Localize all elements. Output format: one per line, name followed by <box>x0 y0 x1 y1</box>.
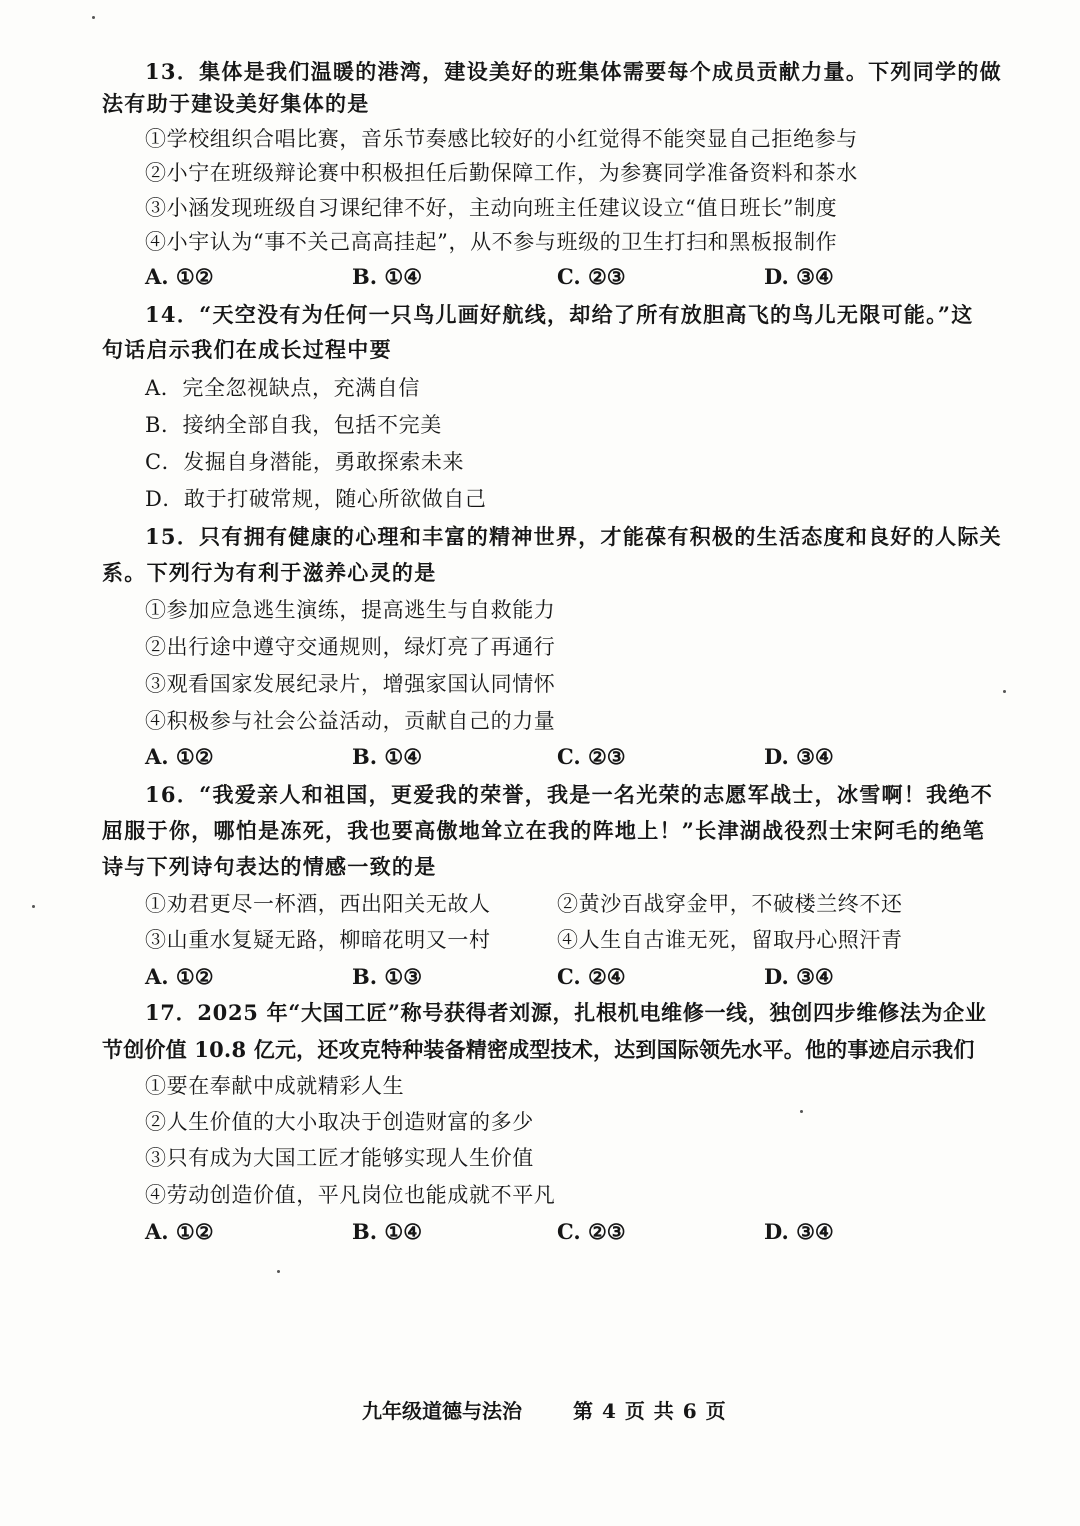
question-15-item-4: ④积极参与社会公益活动，贡献自己的力量 <box>145 709 556 733</box>
scan-speck <box>277 1270 280 1273</box>
question-15-item-2: ②出行途中遵守交通规则，绿灯亮了再通行 <box>145 635 556 659</box>
question-15-choice-c: C. ②③ <box>557 744 626 769</box>
question-16-choice-d: D. ③④ <box>764 964 834 989</box>
question-14-stem-line-2: 句话启示我们在成长过程中要 <box>102 337 392 362</box>
question-17-item-1: ①要在奉献中成就精彩人生 <box>145 1074 405 1098</box>
question-14-option-c: C．发掘自身潜能，勇敢探索未来 <box>145 450 465 474</box>
question-16-choice-a: A. ①② <box>145 964 214 989</box>
question-13-item-3: ③小涵发现班级自习课纪律不好，主动向班主任建议设立“值日班长”制度 <box>145 196 838 220</box>
question-15-choice-b: B. ①④ <box>352 744 423 769</box>
question-15-item-1: ①参加应急逃生演练，提高逃生与自救能力 <box>145 598 556 622</box>
question-15-item-3: ③观看国家发展纪录片，增强家国认同情怀 <box>145 672 556 696</box>
question-17-choice-c: C. ②③ <box>557 1219 626 1244</box>
question-17-item-3: ③只有成为大国工匠才能够实现人生价值 <box>145 1146 534 1170</box>
scan-speck <box>32 905 35 908</box>
question-17-item-2: ②人生价值的大小取决于创造财富的多少 <box>145 1110 534 1134</box>
question-14-stem-line-1: 14．“天空没有为任何一只鸟儿画好航线，却给了所有放胆高飞的鸟儿无限可能。”这 <box>145 302 974 327</box>
question-17-choice-b: B. ①④ <box>352 1219 423 1244</box>
question-16-stem-line-1: 16．“我爱亲人和祖国，更爱我的荣誉，我是一名光荣的志愿军战士，冰雪啊！我绝不 <box>145 782 993 807</box>
footer-page-info: 第 4 页 共 6 页 <box>573 1399 727 1423</box>
question-13-stem-line-2: 法有助于建设美好集体的是 <box>102 91 370 116</box>
question-17-choice-a: A. ①② <box>145 1219 214 1244</box>
question-13-choice-c: C. ②③ <box>557 264 626 289</box>
question-17-stem-line-1: 17．2025 年“大国工匠”称号获得者刘源，扎根机电维修一线，独创四步维修法为企业 <box>145 1000 987 1025</box>
question-17-item-4: ④劳动创造价值，平凡岗位也能成就不平凡 <box>145 1183 556 1207</box>
question-15-stem-line-1: 15．只有拥有健康的心理和丰富的精神世界，才能葆有积极的生活态度和良好的人际关 <box>145 524 1002 549</box>
question-16-item-3: ③山重水复疑无路，柳暗花明又一村 <box>145 928 491 952</box>
scan-speck <box>1003 690 1006 693</box>
question-17-choice-d: D. ③④ <box>764 1219 834 1244</box>
question-15-choice-d: D. ③④ <box>764 744 834 769</box>
question-13-choice-d: D. ③④ <box>764 264 834 289</box>
question-14-option-d: D．敢于打破常规，随心所欲做自己 <box>145 487 487 511</box>
question-15-stem-line-2: 系。下列行为有利于滋养心灵的是 <box>102 560 437 585</box>
question-16-item-2: ②黄沙百战穿金甲，不破楼兰终不还 <box>557 892 903 916</box>
question-17-stem-line-2: 节创价值 10.8 亿元，还攻克特种装备精密成型技术，达到国际领先水平。他的事迹启示我们 <box>102 1037 975 1062</box>
question-16-choice-c: C. ②④ <box>557 964 626 989</box>
question-13-stem-line-1: 13．集体是我们温暖的港湾，建设美好的班集体需要每个成员贡献力量。下列同学的做 <box>145 59 1002 84</box>
question-16-stem-line-3: 诗与下列诗句表达的情感一致的是 <box>102 854 437 879</box>
question-13-choice-b: B. ①④ <box>352 264 423 289</box>
question-16-choice-b: B. ①③ <box>352 964 423 989</box>
scan-speck <box>92 16 95 19</box>
scan-speck <box>800 1110 803 1113</box>
question-13-item-2: ②小宁在班级辩论赛中积极担任后勤保障工作，为参赛同学准备资料和茶水 <box>145 161 858 185</box>
question-14-option-a: A．完全忽视缺点，充满自信 <box>145 376 420 400</box>
footer-subject: 九年级道德与法治 <box>362 1399 522 1423</box>
question-14-option-b: B．接纳全部自我，包括不完美 <box>145 413 442 437</box>
question-13-choice-a: A. ①② <box>145 264 214 289</box>
question-16-item-4: ④人生自古谁无死，留取丹心照汗青 <box>557 928 903 952</box>
question-13-item-4: ④小宇认为“事不关己高高挂起”，从不参与班级的卫生打扫和黑板报制作 <box>145 230 838 254</box>
question-16-stem-line-2: 屈服于你，哪怕是冻死，我也要高傲地耸立在我的阵地上！”长津湖战役烈士宋阿毛的绝笔 <box>102 818 986 843</box>
question-13-item-1: ①学校组织合唱比赛，音乐节奏感比较好的小红觉得不能突显自己拒绝参与 <box>145 127 858 151</box>
question-15-choice-a: A. ①② <box>145 744 214 769</box>
question-16-item-1: ①劝君更尽一杯酒，西出阳关无故人 <box>145 892 491 916</box>
